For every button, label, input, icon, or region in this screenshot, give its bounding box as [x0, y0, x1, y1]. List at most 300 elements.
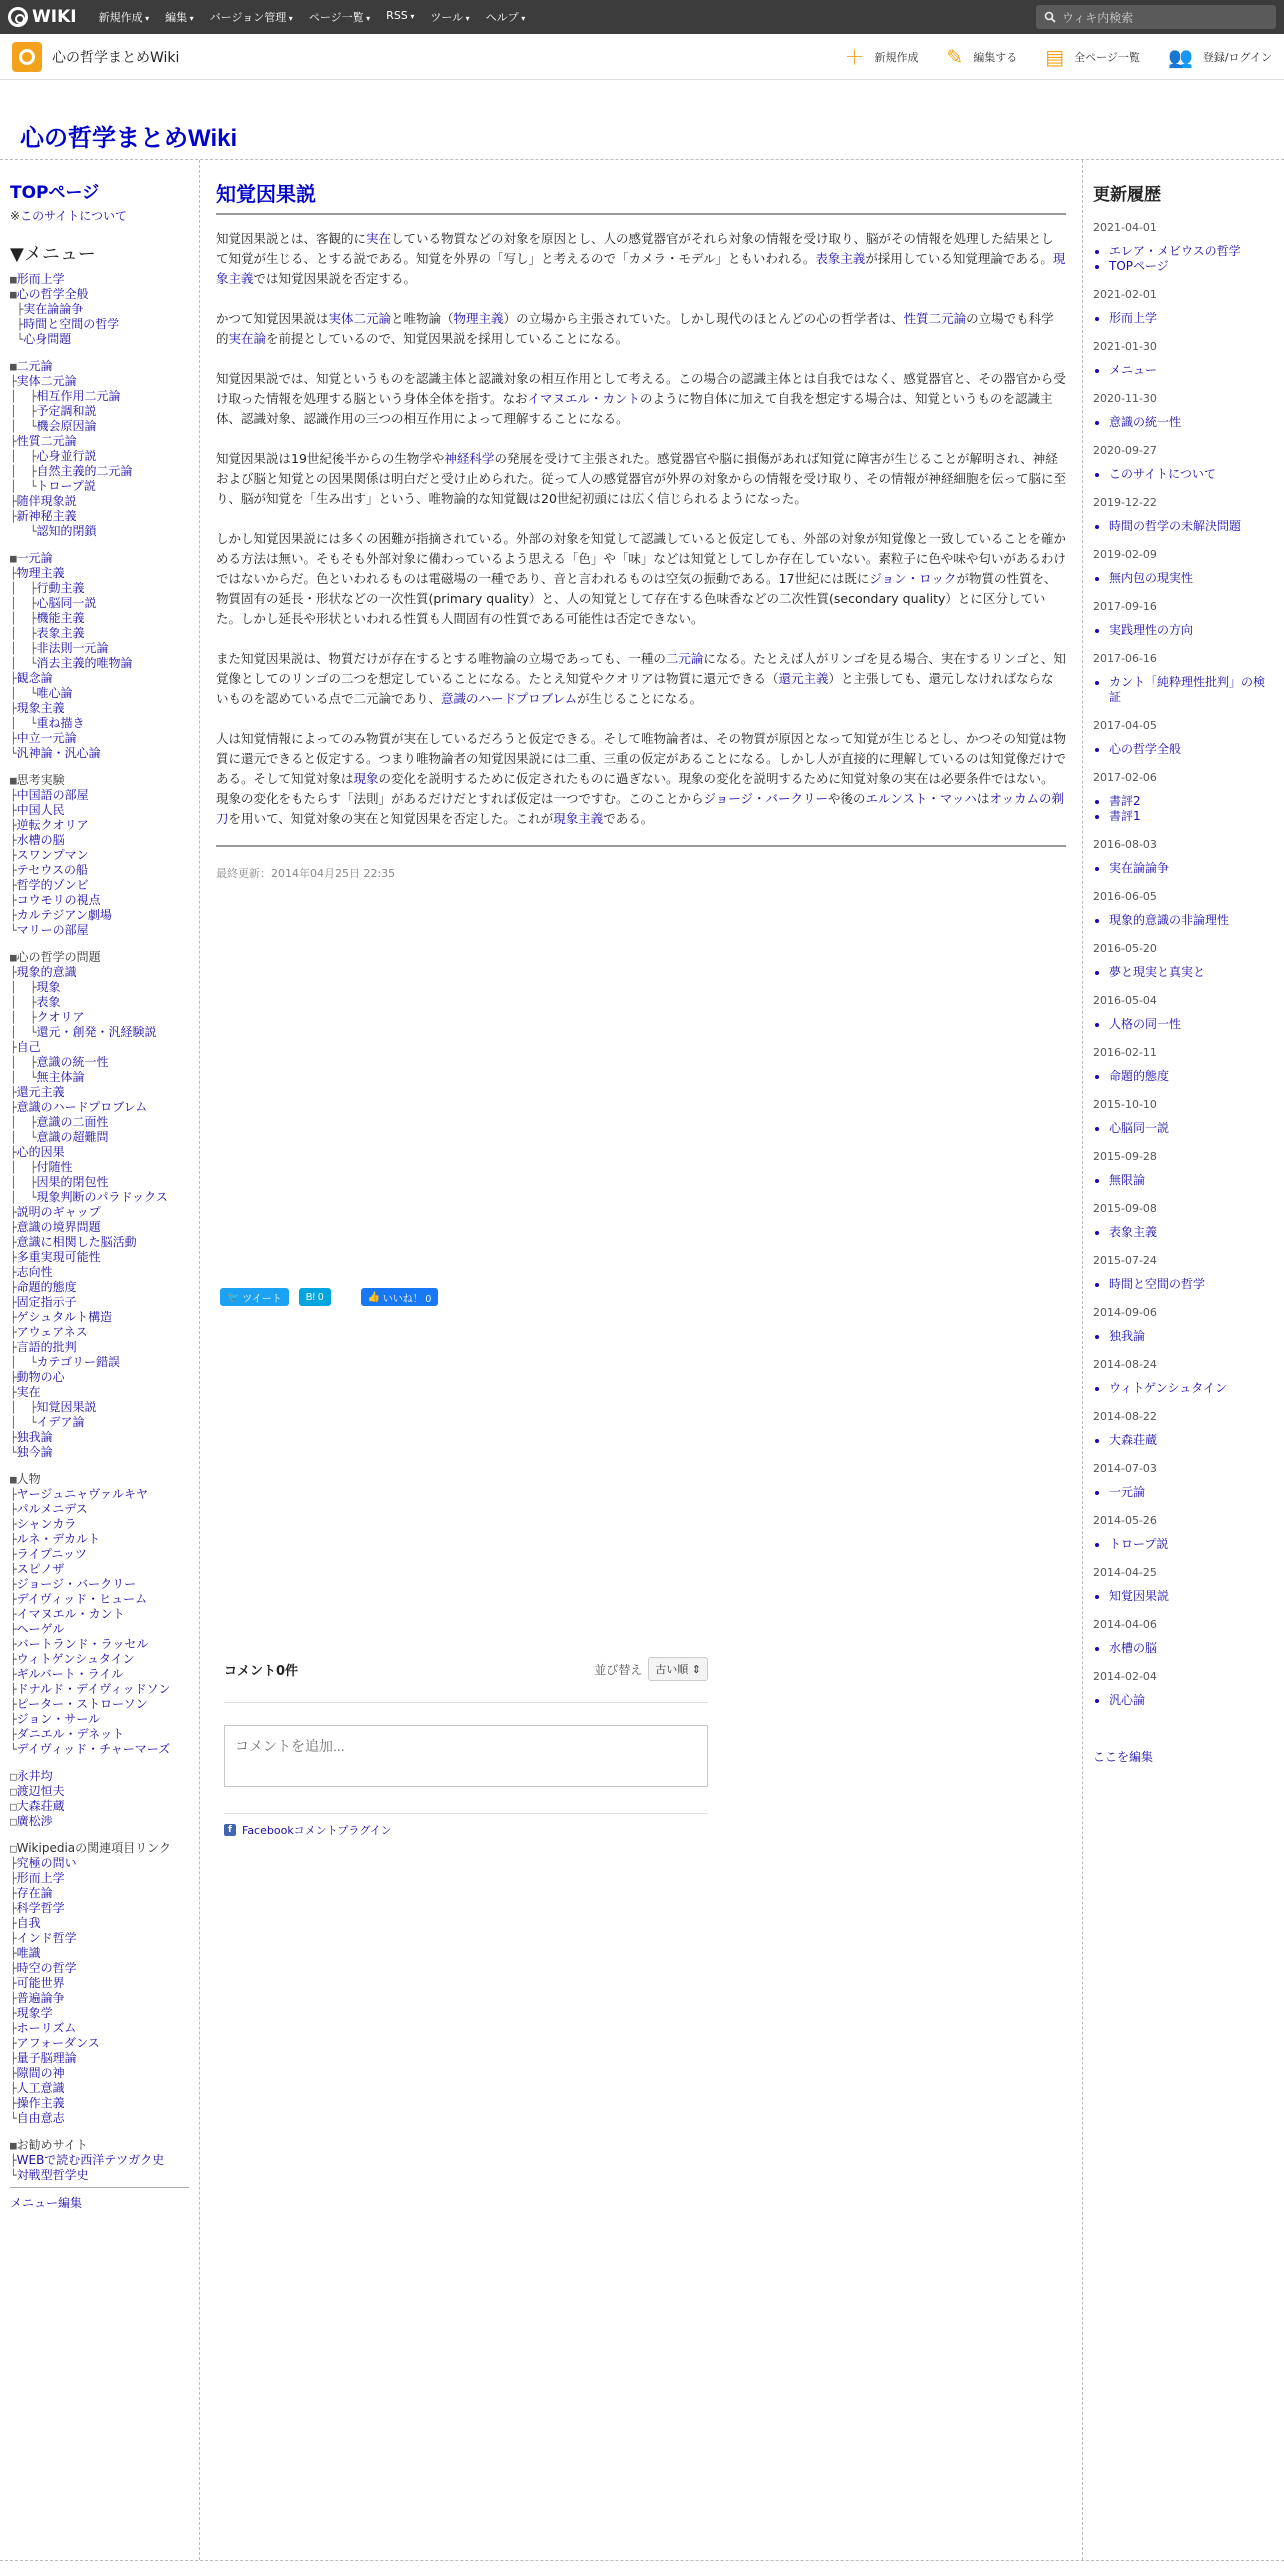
sort-select[interactable]: 古い順 ⇕: [648, 1657, 708, 1681]
menu-tree-prefix: └: [10, 1743, 17, 1756]
nav-edit[interactable]: 編集 ▾: [157, 9, 202, 25]
menu-link[interactable]: 哲学的ゾンビ: [16, 878, 89, 892]
menu-tree-prefix: ├: [10, 1932, 17, 1945]
menu-tree-prefix: │ ├: [10, 642, 37, 655]
menu-link[interactable]: 可能世界: [16, 1976, 65, 1990]
menu-heading: ▼メニュー: [10, 244, 96, 265]
menu-tree-prefix: │ ├: [10, 582, 37, 595]
nav-rss[interactable]: RSS ▾: [378, 9, 422, 25]
menu-link[interactable]: インド哲学: [16, 1931, 77, 1945]
menu-item: [10, 272, 189, 287]
history-item: [1109, 1069, 1274, 1084]
history-item-link[interactable]: ウィトゲンシュタイン: [1109, 1381, 1228, 1395]
menu-link[interactable]: 志向性: [16, 1265, 53, 1279]
menu-link[interactable]: バートランド・ラッセル: [16, 1637, 149, 1651]
menu-tree-prefix: │ ├: [10, 981, 37, 994]
history-date: 2015-09-28: [1093, 1150, 1157, 1163]
menu-tree-prefix: ├: [10, 789, 17, 802]
menu-tree-prefix: ├: [10, 1296, 17, 1309]
menu-link[interactable]: 表象: [36, 995, 61, 1009]
comment-input[interactable]: [224, 1725, 708, 1787]
menu-item: [10, 404, 189, 419]
menu-item: [10, 611, 189, 626]
menu-link[interactable]: 操作主義: [16, 2096, 65, 2110]
menu-tree-prefix: │ └: [10, 1026, 37, 1039]
site-name[interactable]: 心の哲学まとめWiki: [52, 49, 180, 66]
menu-link[interactable]: 認知的閉鎖: [36, 524, 97, 538]
article-link[interactable]: 神経科学: [444, 451, 495, 466]
plus-icon: ＋: [844, 44, 865, 69]
menu-link[interactable]: 新神秘主義: [16, 509, 77, 523]
menu-link[interactable]: 唯心論: [36, 686, 73, 700]
menu-tree-prefix: ├: [10, 1593, 17, 1606]
article-link[interactable]: 現象主義: [216, 251, 1066, 286]
article-link[interactable]: 実在論: [228, 331, 267, 346]
history-date: 2021-02-01: [1093, 288, 1157, 301]
article-link[interactable]: 二元論: [665, 651, 704, 666]
menu-item: [10, 1055, 189, 1070]
history-item-link[interactable]: 心脳同一説: [1109, 1121, 1170, 1135]
menu-item: [10, 1070, 189, 1085]
menu-tree-prefix: ├: [10, 1608, 17, 1621]
menu-link[interactable]: 動物の心: [16, 1370, 65, 1384]
menu-link[interactable]: ルネ・デカルト: [16, 1532, 101, 1546]
history-item: [1109, 571, 1274, 586]
nav-help[interactable]: ヘルプ ▾: [478, 9, 534, 25]
menu-tree-prefix: └: [10, 2112, 17, 2125]
menu-link[interactable]: ヘーゲル: [16, 1622, 65, 1636]
menu-item: [10, 1577, 189, 1592]
history-date: 2017-04-05: [1093, 719, 1157, 732]
history-item-link[interactable]: 書評2: [1109, 794, 1141, 808]
menu-link[interactable]: 意識の統一性: [36, 1055, 109, 1069]
menu-link[interactable]: 中立一元論: [16, 731, 77, 745]
menu-link[interactable]: 究極の問い: [16, 1856, 77, 1870]
menu-item: [10, 1280, 189, 1295]
menu-link[interactable]: 普遍論争: [16, 1991, 65, 2005]
menu-link[interactable]: 現象主義: [16, 701, 65, 715]
history-date: 2019-02-09: [1093, 548, 1157, 561]
menu-link[interactable]: ライプニッツ: [16, 1547, 87, 1561]
article-link[interactable]: オッカムの剃刀: [216, 791, 1065, 826]
menu-link[interactable]: 唯識: [16, 1946, 41, 1960]
menu-link[interactable]: 言語的批判: [16, 1340, 77, 1354]
menu-link[interactable]: 渡辺恒夫: [16, 1784, 65, 1798]
history-item-link[interactable]: 無内包の現実性: [1109, 571, 1194, 585]
menu-tree-prefix: └: [10, 1446, 17, 1459]
menu-link[interactable]: 独今論: [16, 1445, 53, 1459]
menu-item: [10, 332, 189, 347]
menu-link[interactable]: 物理主義: [16, 566, 65, 580]
menu-link[interactable]: 随伴現象説: [16, 494, 77, 508]
menu-link[interactable]: 存在論: [16, 1886, 53, 1900]
history-date: 2016-05-04: [1093, 994, 1157, 1007]
facebook-like-button[interactable]: 👍 いいね！ 0: [361, 1288, 439, 1306]
menu-tree-prefix: ├: [10, 1386, 17, 1399]
article-text: のように物自体に加えて自我を想定する場合は、知覚というものを認識主体、認識対象、認識作用の三つの相互作用によって理解することになる。: [216, 391, 1053, 426]
article-link[interactable]: 実在: [366, 231, 392, 246]
menu-item: [10, 2051, 189, 2066]
wiki-search-input[interactable]: [1036, 5, 1276, 29]
article-text: の立場でも科学的: [216, 311, 1054, 346]
menu-link[interactable]: 一元論: [16, 551, 53, 565]
menu-link[interactable]: 観念論: [16, 671, 53, 685]
history-item-link[interactable]: このサイトについて: [1109, 467, 1216, 481]
menu-tree-prefix: ├: [10, 672, 17, 685]
menu-link[interactable]: 心身問題: [23, 332, 72, 346]
history-date: 2014-02-04: [1093, 1670, 1157, 1683]
history-item: [1109, 965, 1274, 980]
article-link[interactable]: ジョン・ロック: [869, 571, 957, 586]
menu-link[interactable]: カルテジアン劇場: [16, 908, 112, 922]
facebook-plugin-link[interactable]: Facebookコメントプラグイン: [242, 1824, 392, 1837]
menu-link[interactable]: 現象判断のパラドックス: [36, 1190, 168, 1204]
menu-link[interactable]: 隙間の神: [16, 2066, 65, 2080]
menu-item: [10, 359, 189, 374]
history-item-link[interactable]: 無限論: [1109, 1173, 1146, 1187]
menu-link[interactable]: 知覚因果説: [36, 1400, 97, 1414]
menu-link[interactable]: 実在: [16, 1385, 41, 1399]
menu-item: [10, 1976, 189, 1991]
menu-link[interactable]: ダニエル・デネット: [16, 1727, 125, 1741]
article-paragraph: [216, 229, 1066, 289]
nav-pages[interactable]: ページ一覧 ▾: [301, 9, 378, 25]
menu-link[interactable]: クオリア: [36, 1010, 85, 1024]
menu-link[interactable]: 実在論論争: [23, 302, 84, 316]
history-item-link[interactable]: カント「純粋理性批判」の検証: [1109, 675, 1266, 704]
history-item: [1109, 1121, 1274, 1136]
menu-tree-prefix: └: [10, 2169, 17, 2182]
menu-link[interactable]: 予定調和説: [36, 404, 97, 418]
menu-link[interactable]: 自己: [16, 1040, 41, 1054]
menu-link[interactable]: 科学哲学: [16, 1901, 65, 1915]
history-item-link[interactable]: 実在論論争: [1109, 861, 1170, 875]
menu-tree-prefix: │ └: [10, 480, 37, 493]
menu-link[interactable]: ジョン・サール: [16, 1712, 101, 1726]
article-link[interactable]: 表象主義: [815, 251, 866, 266]
menu-link[interactable]: 中国語の部屋: [16, 788, 89, 802]
menu-tree-prefix: ├: [10, 1887, 17, 1900]
history-item-link[interactable]: 表象主義: [1109, 1225, 1158, 1239]
menu-item: [10, 1562, 189, 1577]
menu-item: [10, 716, 189, 731]
menu-link[interactable]: 形而上学: [16, 272, 65, 286]
menu-tree-prefix: │ ├: [10, 1176, 37, 1189]
menu-tree-prefix: ■: [10, 951, 17, 964]
menu-item: [10, 479, 189, 494]
menu-item: [10, 995, 189, 1010]
menu-link[interactable]: 実体二元論: [16, 374, 77, 388]
new-page-button[interactable]: ＋ 新規作成: [844, 44, 919, 69]
menu-link[interactable]: 心脳同一説: [36, 596, 97, 610]
menu-link[interactable]: 行動主義: [36, 581, 85, 595]
history-items: [1109, 623, 1274, 638]
menu-link[interactable]: 自然主義的二元論: [36, 464, 133, 478]
site-logo-icon[interactable]: [12, 42, 42, 72]
menu-tree-prefix: ├: [10, 2097, 17, 2110]
about-site-link[interactable]: このサイトについて: [20, 209, 127, 223]
menu-item: [10, 1085, 189, 1100]
menu-item: [10, 746, 189, 761]
sidebar-menu: [0, 160, 200, 2560]
menu-link[interactable]: ピーター・ストローソン: [16, 1697, 148, 1711]
site-title[interactable]: 心の哲学まとめWiki: [20, 125, 238, 152]
history-edit-link[interactable]: ここを編集: [1093, 1750, 1154, 1764]
atwiki-logo[interactable]: [8, 7, 77, 27]
menu-item: [10, 419, 189, 434]
menu-link[interactable]: 時間と空間の哲学: [23, 317, 120, 331]
history-item-link[interactable]: 水槽の脳: [1109, 1641, 1158, 1655]
history-item-link[interactable]: 夢と現実と真実と: [1109, 965, 1206, 979]
menu-link[interactable]: ギルバート・ライル: [16, 1667, 124, 1681]
article-link[interactable]: ジョージ・バークリー: [703, 791, 829, 806]
menu-item: [10, 1682, 189, 1697]
login-button[interactable]: 👥 登録/ログイン: [1167, 44, 1272, 69]
history-item: [1109, 1433, 1274, 1448]
menu-link[interactable]: 逆転クオリア: [16, 818, 89, 832]
article-link[interactable]: 現象主義: [553, 811, 604, 826]
menu-link[interactable]: トロープ説: [36, 479, 96, 493]
menu-item: [10, 389, 189, 404]
menu-link[interactable]: 自由意志: [16, 2111, 65, 2125]
menu-tree-prefix: ├: [10, 2154, 17, 2167]
menu-link[interactable]: 中国人民: [16, 803, 65, 817]
article-link[interactable]: 物理主義: [453, 311, 504, 326]
history-item-link[interactable]: 人格の同一性: [1109, 1017, 1182, 1031]
menu-link[interactable]: ウィトゲンシュタイン: [16, 1652, 135, 1666]
history-item-link[interactable]: エレア・メビウスの哲学: [1109, 244, 1241, 258]
history-item-link[interactable]: 汎心論: [1109, 1693, 1146, 1707]
menu-tree-prefix: ├: [10, 894, 17, 907]
menu-link[interactable]: 消去主義的唯物論: [36, 656, 133, 670]
menu-tree-prefix: ├: [10, 1638, 17, 1651]
menu-spacer: [10, 2126, 189, 2138]
history-item-link[interactable]: 心の哲学全般: [1109, 742, 1182, 756]
menu-link[interactable]: 形而上学: [16, 1871, 65, 1885]
menu-tree-prefix: □: [10, 1785, 17, 1798]
menu-link[interactable]: 永井均: [16, 1769, 53, 1783]
history-item-link[interactable]: 大森荘蔵: [1109, 1433, 1158, 1447]
menu-link[interactable]: 因果的閉包性: [36, 1175, 109, 1189]
menu-link[interactable]: 性質二元論: [16, 434, 77, 448]
menu-link[interactable]: 意識の境界問題: [16, 1220, 101, 1234]
history-item-link[interactable]: 独我論: [1109, 1329, 1146, 1343]
menu-link[interactable]: イデア論: [36, 1415, 85, 1429]
history-item: [1109, 519, 1274, 534]
history-item-link[interactable]: 実践理性の方向: [1109, 623, 1194, 637]
menu-item: [10, 2153, 189, 2168]
menu-item: [10, 1487, 189, 1502]
site-header: [0, 34, 1284, 80]
menu-link[interactable]: 心的因果: [16, 1145, 65, 1159]
menu-link[interactable]: 廣松渉: [16, 1814, 53, 1828]
menu-tree-prefix: │ ├: [10, 612, 37, 625]
menu-tree-prefix: ├: [10, 510, 17, 523]
menu-link[interactable]: アフォーダンス: [16, 2036, 100, 2050]
history-item-link[interactable]: 形而上学: [1109, 311, 1158, 325]
menu-link[interactable]: デイヴィッド・ヒューム: [16, 1592, 148, 1606]
history-items: [1109, 1173, 1274, 1188]
menu-link[interactable]: 機会原因論: [36, 419, 97, 433]
menu-item: [10, 1265, 189, 1280]
history-date: 2015-10-10: [1093, 1098, 1157, 1111]
history-items: [1109, 794, 1274, 824]
menu-link[interactable]: 相互作用二元論: [36, 389, 121, 403]
menu-link[interactable]: 重ね描き: [36, 716, 85, 730]
menu-link[interactable]: スピノザ: [16, 1562, 65, 1576]
menu-link[interactable]: 多重実現可能性: [16, 1250, 101, 1264]
history-item-link[interactable]: 意識の統一性: [1109, 415, 1182, 429]
menu-tree-prefix: ├: [10, 732, 17, 745]
menu-item: [10, 1205, 189, 1220]
article-title[interactable]: 知覚因果説: [216, 178, 1066, 215]
history-item: [1109, 1537, 1274, 1552]
article-link[interactable]: イマヌエル・カント: [527, 391, 641, 406]
article-link[interactable]: 意識のハードプロブレム: [441, 691, 578, 706]
history-item: [1109, 1693, 1274, 1708]
menu-link[interactable]: イマヌエル・カント: [16, 1607, 125, 1621]
menu-link[interactable]: 水槽の脳: [16, 833, 65, 847]
menu-item: [10, 1769, 189, 1784]
menu-link[interactable]: 非法則一元論: [36, 641, 109, 655]
menu-link[interactable]: 独我論: [16, 1430, 53, 1444]
nav-version[interactable]: バージョン管理 ▾: [202, 9, 301, 25]
top-page-link[interactable]: TOPページ: [10, 183, 100, 203]
history-items: [1109, 1329, 1274, 1344]
menu-link[interactable]: テセウスの船: [16, 863, 89, 877]
menu-item: [10, 878, 189, 893]
menu-link[interactable]: 意識の二面性: [36, 1115, 109, 1129]
menu-link[interactable]: 大森荘蔵: [16, 1799, 65, 1813]
menu-tree-prefix: □: [10, 1770, 17, 1783]
hatena-bookmark-button[interactable]: B! 0: [299, 1288, 331, 1306]
menu-link[interactable]: 現象: [36, 980, 61, 994]
history-items: [1109, 519, 1274, 534]
menu-link[interactable]: 機能主義: [36, 611, 85, 625]
menu-item: [10, 1622, 189, 1637]
menu-tree-prefix: ├: [10, 1371, 17, 1384]
history-item-link[interactable]: 時間の哲学の未解決問題: [1109, 519, 1242, 533]
menu-link[interactable]: ゲシュタルト構造: [16, 1310, 113, 1324]
menu-link[interactable]: ホーリズム: [16, 2021, 77, 2035]
menu-link[interactable]: 心身並行説: [36, 449, 97, 463]
nav-tools[interactable]: ツール ▾: [422, 9, 477, 25]
history-item-link[interactable]: 時間と空間の哲学: [1109, 1277, 1206, 1291]
menu-link[interactable]: 意識のハードプロブレム: [16, 1100, 148, 1114]
menu-link[interactable]: 無主体論: [36, 1070, 85, 1084]
history-items: [1109, 1225, 1274, 1240]
menu-link[interactable]: カテゴリー錯誤: [36, 1355, 121, 1369]
history-date: 2016-02-11: [1093, 1046, 1157, 1059]
menu-link[interactable]: シャンカラ: [16, 1517, 77, 1531]
menu-link[interactable]: 対戦型哲学史: [16, 2168, 89, 2182]
article-text: の変化を説明するために仮定されたものに過ぎない。現象の変化を説明するために知覚対象の実在は必要条件ではない。現象の変化をもたらす「法則」があるだけだとすれば仮定は一つですむ。このことから: [216, 771, 1054, 806]
menu-item: [10, 1532, 189, 1547]
menu-link[interactable]: マリーの部屋: [16, 923, 89, 937]
article-link[interactable]: 実体二元論: [328, 311, 392, 326]
menu-edit-link[interactable]: メニュー編集: [10, 2196, 83, 2210]
menu-link[interactable]: 現象学: [16, 2006, 53, 2020]
menu-divider: [10, 2187, 189, 2188]
all-pages-button[interactable]: ▤ 全ページ一覧: [1045, 44, 1140, 69]
menu-link[interactable]: 汎神論・汎心論: [16, 746, 101, 760]
menu-item: [10, 701, 189, 716]
menu-link[interactable]: 現象的意識: [16, 965, 77, 979]
history-item-link[interactable]: トロープ説: [1109, 1537, 1169, 1551]
menu-link[interactable]: 説明のギャップ: [16, 1205, 101, 1219]
menu-link[interactable]: 人工意識: [16, 2081, 65, 2095]
history-item-link[interactable]: 命題的態度: [1109, 1069, 1170, 1083]
history-items: [1109, 415, 1274, 430]
menu-tree-prefix: ├: [10, 1503, 17, 1516]
menu-link[interactable]: デイヴィッド・チャーマーズ: [16, 1742, 171, 1756]
menu-link[interactable]: 意識の超難問: [36, 1130, 109, 1144]
menu-link[interactable]: 二元論: [16, 359, 53, 373]
history-item-link[interactable]: 一元論: [1109, 1485, 1146, 1499]
tweet-button[interactable]: 🐦 ツイート: [220, 1288, 289, 1306]
menu-link[interactable]: WEBで読む西洋テツガク史: [16, 2153, 165, 2167]
menu-link[interactable]: パルメニデス: [16, 1502, 88, 1516]
article-link[interactable]: エルンスト・マッハ: [865, 791, 977, 806]
menu-section-label: お勧めサイト: [16, 2138, 88, 2152]
edit-page-button[interactable]: ✎ 編集する: [946, 44, 1018, 69]
nav-new[interactable]: 新規作成 ▾: [91, 9, 158, 25]
menu-link[interactable]: 還元主義: [16, 1085, 65, 1099]
article-link[interactable]: 現象: [353, 771, 379, 786]
menu-link[interactable]: 量子脳理論: [16, 2051, 77, 2065]
history-item-link[interactable]: 知覚因果説: [1109, 1589, 1170, 1603]
menu-link[interactable]: ヤージュニャヴァルキヤ: [16, 1487, 149, 1501]
menu-tree-prefix: │ ├: [10, 1011, 37, 1024]
menu-link[interactable]: スワンプマン: [16, 848, 89, 862]
menu-link[interactable]: 意識に相関した脳活動: [16, 1235, 137, 1249]
search-icon: [1044, 11, 1056, 23]
menu-tree-prefix: ├: [10, 1431, 17, 1444]
menu-link[interactable]: 表象主義: [36, 626, 85, 640]
menu-link[interactable]: アウェアネス: [16, 1325, 88, 1339]
history-item-link[interactable]: TOPページ: [1109, 259, 1169, 273]
history-item-link[interactable]: メニュー: [1109, 363, 1158, 377]
menu-spacer: [10, 1757, 189, 1769]
history-item-link[interactable]: 書評1: [1109, 809, 1141, 823]
menu-link[interactable]: 付随性: [36, 1160, 73, 1174]
menu-link[interactable]: ドナルド・デイヴィッドソン: [16, 1682, 171, 1696]
menu-link[interactable]: 心の哲学全般: [16, 287, 89, 301]
history-item-link[interactable]: 現象的意識の非論理性: [1109, 913, 1230, 927]
menu-link[interactable]: 還元・創発・汎経験説: [36, 1025, 157, 1039]
menu-link[interactable]: コウモリの視点: [16, 893, 101, 907]
menu-item: [10, 656, 189, 671]
history-date: 2021-01-30: [1093, 340, 1157, 353]
menu-item: [10, 1190, 189, 1205]
history-date: 2014-09-06: [1093, 1306, 1157, 1319]
menu-item: [10, 1727, 189, 1742]
menu-tree-prefix: │ ├: [10, 996, 37, 1009]
menu-link[interactable]: 命題的態度: [16, 1280, 77, 1294]
menu-link[interactable]: ジョージ・バークリー: [16, 1577, 137, 1591]
menu-tree-prefix: ├: [10, 1728, 17, 1741]
article-link[interactable]: 性質二元論: [903, 311, 967, 326]
history-item: [1109, 742, 1274, 757]
menu-link[interactable]: 自我: [16, 1916, 41, 1930]
global-nav: [91, 9, 534, 25]
menu-link[interactable]: 固定指示子: [16, 1295, 77, 1309]
menu-link[interactable]: 時空の哲学: [16, 1961, 77, 1975]
menu-item: [10, 731, 189, 746]
history-item: [1109, 1485, 1274, 1500]
article-link[interactable]: 還元主義: [778, 671, 829, 686]
menu-tree-prefix: ├: [10, 2037, 17, 2050]
